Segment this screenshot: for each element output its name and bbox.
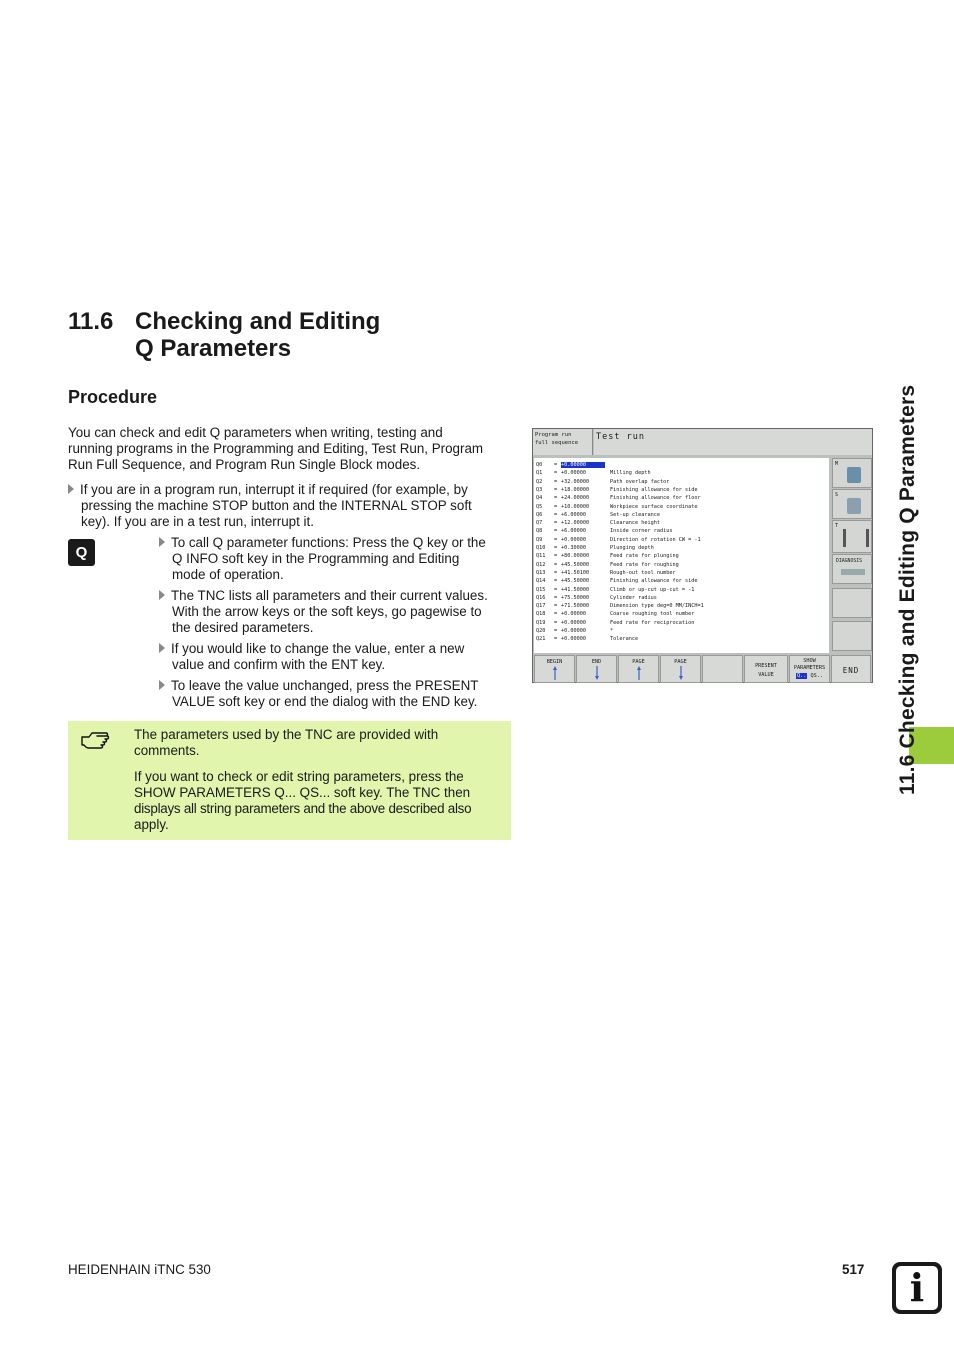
side-key-empty[interactable] bbox=[832, 621, 872, 651]
arrow-down-icon bbox=[595, 666, 599, 680]
param-equals: = bbox=[554, 619, 558, 626]
param-value: +80.00000 bbox=[561, 553, 590, 560]
spindle-icon bbox=[847, 498, 861, 514]
param-name: Q11 bbox=[536, 553, 546, 560]
param-equals: = bbox=[554, 536, 558, 543]
note-line: displays all string parameters and the above described also bbox=[134, 801, 472, 816]
softkey-bar bbox=[533, 655, 872, 683]
param-equals: = bbox=[554, 578, 558, 585]
arrow-down-icon bbox=[679, 666, 683, 680]
intro-line: You can check and edit Q parameters when writing, testing and bbox=[68, 425, 443, 440]
param-comment: Tolerance bbox=[610, 636, 639, 643]
softkey-present-value[interactable] bbox=[744, 655, 788, 683]
param-name: Q0 bbox=[536, 462, 543, 468]
param-equals: = bbox=[554, 528, 558, 535]
parameter-list bbox=[534, 458, 829, 653]
param-value: +18.00000 bbox=[561, 486, 590, 493]
param-equals: = bbox=[554, 636, 558, 643]
param-comment: Feed rate for reciprocation bbox=[610, 619, 695, 626]
param-name: Q12 bbox=[536, 561, 546, 568]
step-line: value and confirm with the ENT key. bbox=[172, 657, 386, 672]
param-value: +6.00000 bbox=[561, 528, 586, 535]
machine-mode-label bbox=[533, 429, 593, 455]
param-name: Q16 bbox=[536, 594, 546, 601]
bullet-arrow-icon bbox=[159, 537, 165, 547]
softkey-end-arrow[interactable] bbox=[576, 655, 617, 683]
param-name: Q19 bbox=[536, 619, 546, 626]
param-comment: Plunging depth bbox=[610, 545, 654, 551]
param-name: Q18 bbox=[536, 611, 546, 618]
section-number: 11.6 bbox=[68, 308, 114, 335]
softkey-empty[interactable] bbox=[702, 655, 743, 683]
softkey-label: BEGIN bbox=[546, 659, 563, 665]
param-comment: Cylinder radius bbox=[610, 594, 657, 601]
step-line: key). If you are in a test run, interrupt it. bbox=[81, 514, 314, 529]
step-line: To call Q parameter functions: Press the Q key or the bbox=[171, 535, 486, 550]
side-softkeys bbox=[832, 458, 873, 653]
intro-paragraph bbox=[68, 425, 483, 473]
section-title bbox=[68, 308, 380, 362]
param-comment: Path overlap factor bbox=[610, 478, 670, 485]
param-comment: Clearance height bbox=[610, 520, 660, 527]
param-value: +0.00000 bbox=[561, 619, 586, 626]
side-key-label: S bbox=[835, 492, 839, 498]
param-name: Q5 bbox=[536, 503, 543, 510]
info-icon[interactable] bbox=[892, 1262, 942, 1314]
step-list-params bbox=[159, 588, 488, 636]
param-comment: Finishing allowance for floor bbox=[610, 495, 701, 502]
side-running-title: 11.6 Checking and Editing Q Parameters bbox=[896, 384, 919, 795]
param-equals: = bbox=[554, 603, 558, 610]
side-key-label: DIAGNOSIS bbox=[836, 559, 862, 564]
bullet-arrow-icon bbox=[159, 643, 165, 653]
softkey-page-up[interactable] bbox=[618, 655, 659, 683]
bullet-arrow-icon bbox=[159, 590, 165, 600]
param-equals: = bbox=[554, 553, 558, 560]
mode-line: full sequence bbox=[535, 440, 579, 446]
page-number: 517 bbox=[842, 1262, 865, 1277]
diagnosis-icon bbox=[841, 569, 865, 575]
softkey-label: VALUE bbox=[758, 672, 774, 678]
param-comment: Feed rate for roughing bbox=[610, 561, 679, 568]
param-comment: Inside corner radius bbox=[610, 528, 673, 535]
param-value: +71.50000 bbox=[561, 603, 590, 610]
operating-mode-label: Test run bbox=[594, 429, 872, 455]
step-interrupt bbox=[68, 482, 472, 530]
step-line: If you are in a program run, interrupt it if required (for example, by bbox=[80, 482, 468, 497]
param-equals: = bbox=[554, 561, 558, 568]
side-key-m[interactable] bbox=[832, 458, 872, 488]
side-key-s[interactable] bbox=[832, 489, 872, 519]
softkey-label: PAGE bbox=[674, 659, 687, 665]
mode-line: Program run bbox=[535, 432, 572, 438]
intro-line: running programs in the Programming and Editing, Test Run, Program bbox=[68, 441, 484, 456]
softkey-label: PARAMETERS bbox=[793, 665, 826, 671]
side-key-label: M bbox=[835, 461, 839, 467]
step-line: pressing the machine STOP button and the INTERNAL STOP soft bbox=[81, 498, 472, 513]
param-name: Q8 bbox=[536, 528, 543, 535]
param-name: Q3 bbox=[536, 486, 543, 493]
intro-line: Run Full Sequence, and Program Run Single Block modes. bbox=[68, 457, 421, 472]
param-value: +75.50000 bbox=[561, 594, 590, 601]
step-line: If you would like to change the value, enter a new bbox=[171, 641, 465, 656]
param-value: +0.00000 bbox=[561, 628, 586, 634]
param-value: +41.50000 bbox=[561, 586, 590, 593]
machine-icon bbox=[847, 467, 861, 483]
param-equals: = bbox=[554, 470, 558, 477]
param-equals: = bbox=[554, 495, 558, 502]
param-value: +24.00000 bbox=[561, 495, 590, 502]
param-value: +10.00000 bbox=[561, 503, 590, 510]
param-comment: Coarse roughing tool number bbox=[610, 611, 695, 618]
param-value[interactable]: +0.00000 bbox=[561, 462, 605, 468]
softkey-option-q: Q.. bbox=[797, 673, 807, 679]
param-value: +0.00000 bbox=[561, 470, 586, 477]
note-para2 bbox=[134, 769, 504, 833]
footer-product: HEIDENHAIN iTNC 530 bbox=[68, 1262, 211, 1277]
note-line: If you want to check or edit string parameters, press the bbox=[134, 769, 464, 784]
param-equals: = bbox=[554, 569, 558, 576]
param-value: +45.50000 bbox=[561, 578, 590, 585]
param-name: Q10 bbox=[536, 545, 546, 551]
param-name: Q4 bbox=[536, 495, 543, 502]
param-equals: = bbox=[554, 545, 558, 551]
softkey-label: PAGE bbox=[632, 659, 645, 665]
param-comment: Finishing allowance for side bbox=[610, 486, 698, 493]
param-equals: = bbox=[554, 462, 558, 468]
diagnosis-key[interactable] bbox=[832, 554, 872, 584]
param-comment: Rough-out tool number bbox=[610, 569, 676, 576]
param-value: +0.30000 bbox=[561, 545, 586, 551]
tnc-screenshot bbox=[532, 428, 873, 683]
param-value: +0.00000 bbox=[561, 536, 586, 543]
pointing-hand-icon bbox=[80, 729, 114, 753]
param-comment: Dimension type deg=0 MM/INCH=1 bbox=[610, 603, 704, 610]
param-comment: Direction of rotation CW = -1 bbox=[610, 536, 701, 543]
param-value: +0.00000 bbox=[561, 611, 586, 618]
param-value: +6.00000 bbox=[561, 511, 586, 518]
param-name: Q14 bbox=[536, 578, 546, 585]
step-line: To leave the value unchanged, press the PRESENT bbox=[171, 678, 479, 693]
info-icon-glyph: i bbox=[909, 1265, 925, 1310]
param-name: Q1 bbox=[536, 470, 543, 477]
param-name: Q2 bbox=[536, 478, 543, 485]
step-leave-value bbox=[159, 678, 478, 710]
param-name: Q13 bbox=[536, 569, 546, 576]
param-equals: = bbox=[554, 520, 558, 527]
arrow-up-icon bbox=[553, 666, 557, 680]
note-line: SHOW PARAMETERS Q... QS... soft key. The TNC then bbox=[134, 785, 471, 800]
step-change-value bbox=[159, 641, 464, 673]
step-line: VALUE soft key or end the dialog with the END key. bbox=[172, 694, 478, 709]
arrow-up-icon bbox=[637, 666, 641, 680]
param-equals: = bbox=[554, 478, 558, 485]
param-comment: Finishing allowance for side bbox=[610, 578, 698, 585]
softkey-label: END bbox=[842, 666, 860, 675]
param-equals: = bbox=[554, 611, 558, 618]
note-line: The parameters used by the TNC are provided with bbox=[134, 727, 439, 742]
param-equals: = bbox=[554, 511, 558, 518]
side-key-empty[interactable] bbox=[832, 588, 872, 618]
param-comment: Set-up clearance bbox=[610, 511, 660, 518]
param-value: +0.00000 bbox=[561, 636, 586, 643]
side-key-label: T bbox=[835, 523, 839, 529]
param-comment: Workpiece surface coordinate bbox=[610, 503, 698, 510]
param-name: Q9 bbox=[536, 536, 543, 543]
tool-icon bbox=[843, 529, 869, 547]
softkey-label: SHOW bbox=[803, 658, 816, 664]
q-key-icon: Q bbox=[68, 539, 95, 566]
param-comment: Climb or up-cut up-cut = -1 bbox=[610, 586, 695, 593]
softkey-label: PRESENT bbox=[755, 663, 777, 669]
param-value: +41.50100 bbox=[561, 569, 590, 576]
section-title-line2: Q Parameters bbox=[135, 335, 292, 362]
step-line: the desired parameters. bbox=[172, 620, 314, 635]
step-line: Q INFO soft key in the Programming and Editing bbox=[172, 551, 460, 566]
note-para1 bbox=[134, 727, 504, 759]
softkey-option-qs: QS.. bbox=[810, 673, 823, 679]
param-equals: = bbox=[554, 503, 558, 510]
param-name: Q15 bbox=[536, 586, 546, 593]
note-line: comments. bbox=[134, 743, 200, 758]
subsection-title: Procedure bbox=[68, 387, 158, 407]
step-line: The TNC lists all parameters and their current values. bbox=[171, 588, 488, 603]
param-equals: = bbox=[554, 628, 558, 634]
side-key-t[interactable] bbox=[832, 520, 872, 553]
param-value: +45.50000 bbox=[561, 561, 590, 568]
param-name: Q7 bbox=[536, 520, 543, 527]
softkey-page-down[interactable] bbox=[660, 655, 701, 683]
softkey-show-parameters[interactable] bbox=[789, 655, 830, 683]
param-comment: Milling depth bbox=[610, 470, 651, 477]
param-equals: = bbox=[554, 586, 558, 593]
param-name: Q21 bbox=[536, 636, 546, 643]
param-name: Q6 bbox=[536, 511, 543, 518]
step-line: mode of operation. bbox=[172, 567, 284, 582]
softkey-begin[interactable] bbox=[534, 655, 575, 683]
param-name: Q17 bbox=[536, 603, 546, 610]
softkey-label: END bbox=[591, 659, 602, 665]
bullet-arrow-icon bbox=[68, 484, 74, 494]
param-name: Q20 bbox=[536, 628, 546, 634]
step-line: With the arrow keys or the soft keys, go pagewise to bbox=[172, 604, 482, 619]
param-value: +32.00000 bbox=[561, 478, 590, 485]
param-comment: Feed rate for plunging bbox=[610, 553, 679, 560]
section-title-line1: Checking and Editing bbox=[135, 308, 381, 335]
softkey-end[interactable] bbox=[831, 655, 871, 683]
param-comment: * bbox=[610, 628, 614, 634]
bullet-arrow-icon bbox=[159, 680, 165, 690]
param-equals: = bbox=[554, 594, 558, 601]
note-line: apply. bbox=[134, 817, 169, 832]
step-call-q bbox=[159, 535, 486, 583]
param-value: +12.00000 bbox=[561, 520, 590, 527]
param-equals: = bbox=[554, 486, 558, 493]
